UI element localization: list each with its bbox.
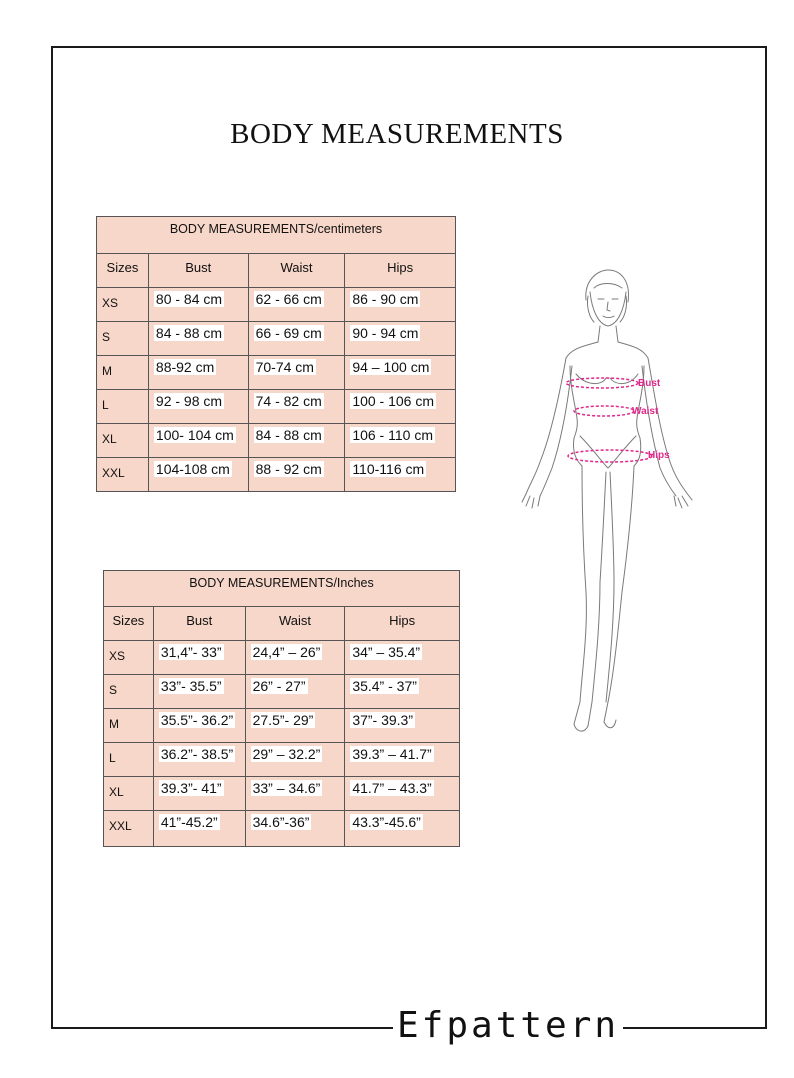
table-row (104, 743, 460, 777)
waist-cell: 34.6”-36” (245, 811, 345, 847)
table-caption: BODY MEASUREMENTS/Inches (104, 571, 460, 607)
size-cell: S (97, 322, 149, 356)
hips-label: Hips (648, 450, 670, 461)
table-row (97, 390, 456, 424)
page-title: BODY MEASUREMENTS (230, 118, 564, 150)
waist-cell: 88 - 92 cm (248, 458, 345, 492)
size-cell: XS (97, 288, 149, 322)
column-header-waist: Waist (248, 254, 345, 288)
hips-cell: 35.4” - 37” (345, 675, 460, 709)
hips-cell: 34” – 35.4” (345, 641, 460, 675)
table-row (104, 777, 460, 811)
hips-cell: 43.3”-45.6” (345, 811, 460, 847)
bust-cell: 84 - 88 cm (148, 322, 248, 356)
bust-cell: 92 - 98 cm (148, 390, 248, 424)
column-header-hips: Hips (345, 607, 460, 641)
inch-measurements-table (103, 570, 460, 847)
table-row (104, 641, 460, 675)
waist-measure-line (574, 406, 634, 416)
table-caption: BODY MEASUREMENTS/centimeters (97, 217, 456, 254)
hips-cell: 106 - 110 cm (345, 424, 456, 458)
bust-label: Bust (638, 378, 661, 389)
size-cell: XL (104, 777, 154, 811)
table-row (97, 288, 456, 322)
waist-cell: 29” – 32.2” (245, 743, 345, 777)
bust-cell: 33”- 35.5” (153, 675, 245, 709)
brand-signature: Efpattern (393, 1004, 623, 1048)
hips-cell: 39.3” – 41.7” (345, 743, 460, 777)
size-cell: M (104, 709, 154, 743)
waist-cell: 33” – 34.6” (245, 777, 345, 811)
table-row (97, 458, 456, 492)
waist-cell: 70-74 cm (248, 356, 345, 390)
bust-cell: 39.3”- 41” (153, 777, 245, 811)
hips-cell: 41.7” – 43.3” (345, 777, 460, 811)
table-row (97, 322, 456, 356)
size-cell: L (97, 390, 149, 424)
hips-cell: 37”- 39.3” (345, 709, 460, 743)
bust-cell: 88-92 cm (148, 356, 248, 390)
bust-cell: 36.2”- 38.5” (153, 743, 245, 777)
size-cell: XXL (104, 811, 154, 847)
column-header-hips: Hips (345, 254, 456, 288)
size-cell: XL (97, 424, 149, 458)
size-cell: L (104, 743, 154, 777)
hips-cell: 110-116 cm (345, 458, 456, 492)
bust-cell: 80 - 84 cm (148, 288, 248, 322)
bust-cell: 104-108 cm (148, 458, 248, 492)
waist-cell: 74 - 82 cm (248, 390, 345, 424)
body-figure-drawing (510, 262, 710, 742)
column-header-bust: Bust (148, 254, 248, 288)
column-header-sizes: Sizes (97, 254, 149, 288)
size-cell: XXL (97, 458, 149, 492)
table-row (97, 356, 456, 390)
table-row (97, 424, 456, 458)
column-header-sizes: Sizes (104, 607, 154, 641)
bust-cell: 100- 104 cm (148, 424, 248, 458)
hips-cell: 90 - 94 cm (345, 322, 456, 356)
body-figure-illustration (510, 262, 710, 742)
hips-cell: 86 - 90 cm (345, 288, 456, 322)
hips-cell: 94 – 100 cm (345, 356, 456, 390)
waist-cell: 24,4” – 26” (245, 641, 345, 675)
size-cell: M (97, 356, 149, 390)
hips-cell: 100 - 106 cm (345, 390, 456, 424)
waist-cell: 84 - 88 cm (248, 424, 345, 458)
column-header-bust: Bust (153, 607, 245, 641)
table-row (104, 675, 460, 709)
cm-measurements-table (96, 216, 456, 492)
column-header-waist: Waist (245, 607, 345, 641)
waist-cell: 27.5”- 29” (245, 709, 345, 743)
table-row (104, 811, 460, 847)
waist-cell: 62 - 66 cm (248, 288, 345, 322)
bust-cell: 31,4”- 33” (153, 641, 245, 675)
table-row (104, 709, 460, 743)
waist-cell: 66 - 69 cm (248, 322, 345, 356)
size-cell: S (104, 675, 154, 709)
size-cell: XS (104, 641, 154, 675)
bust-cell: 35.5”- 36.2” (153, 709, 245, 743)
waist-cell: 26” - 27” (245, 675, 345, 709)
waist-label: Waist (632, 406, 659, 417)
bust-cell: 41”-45.2” (153, 811, 245, 847)
